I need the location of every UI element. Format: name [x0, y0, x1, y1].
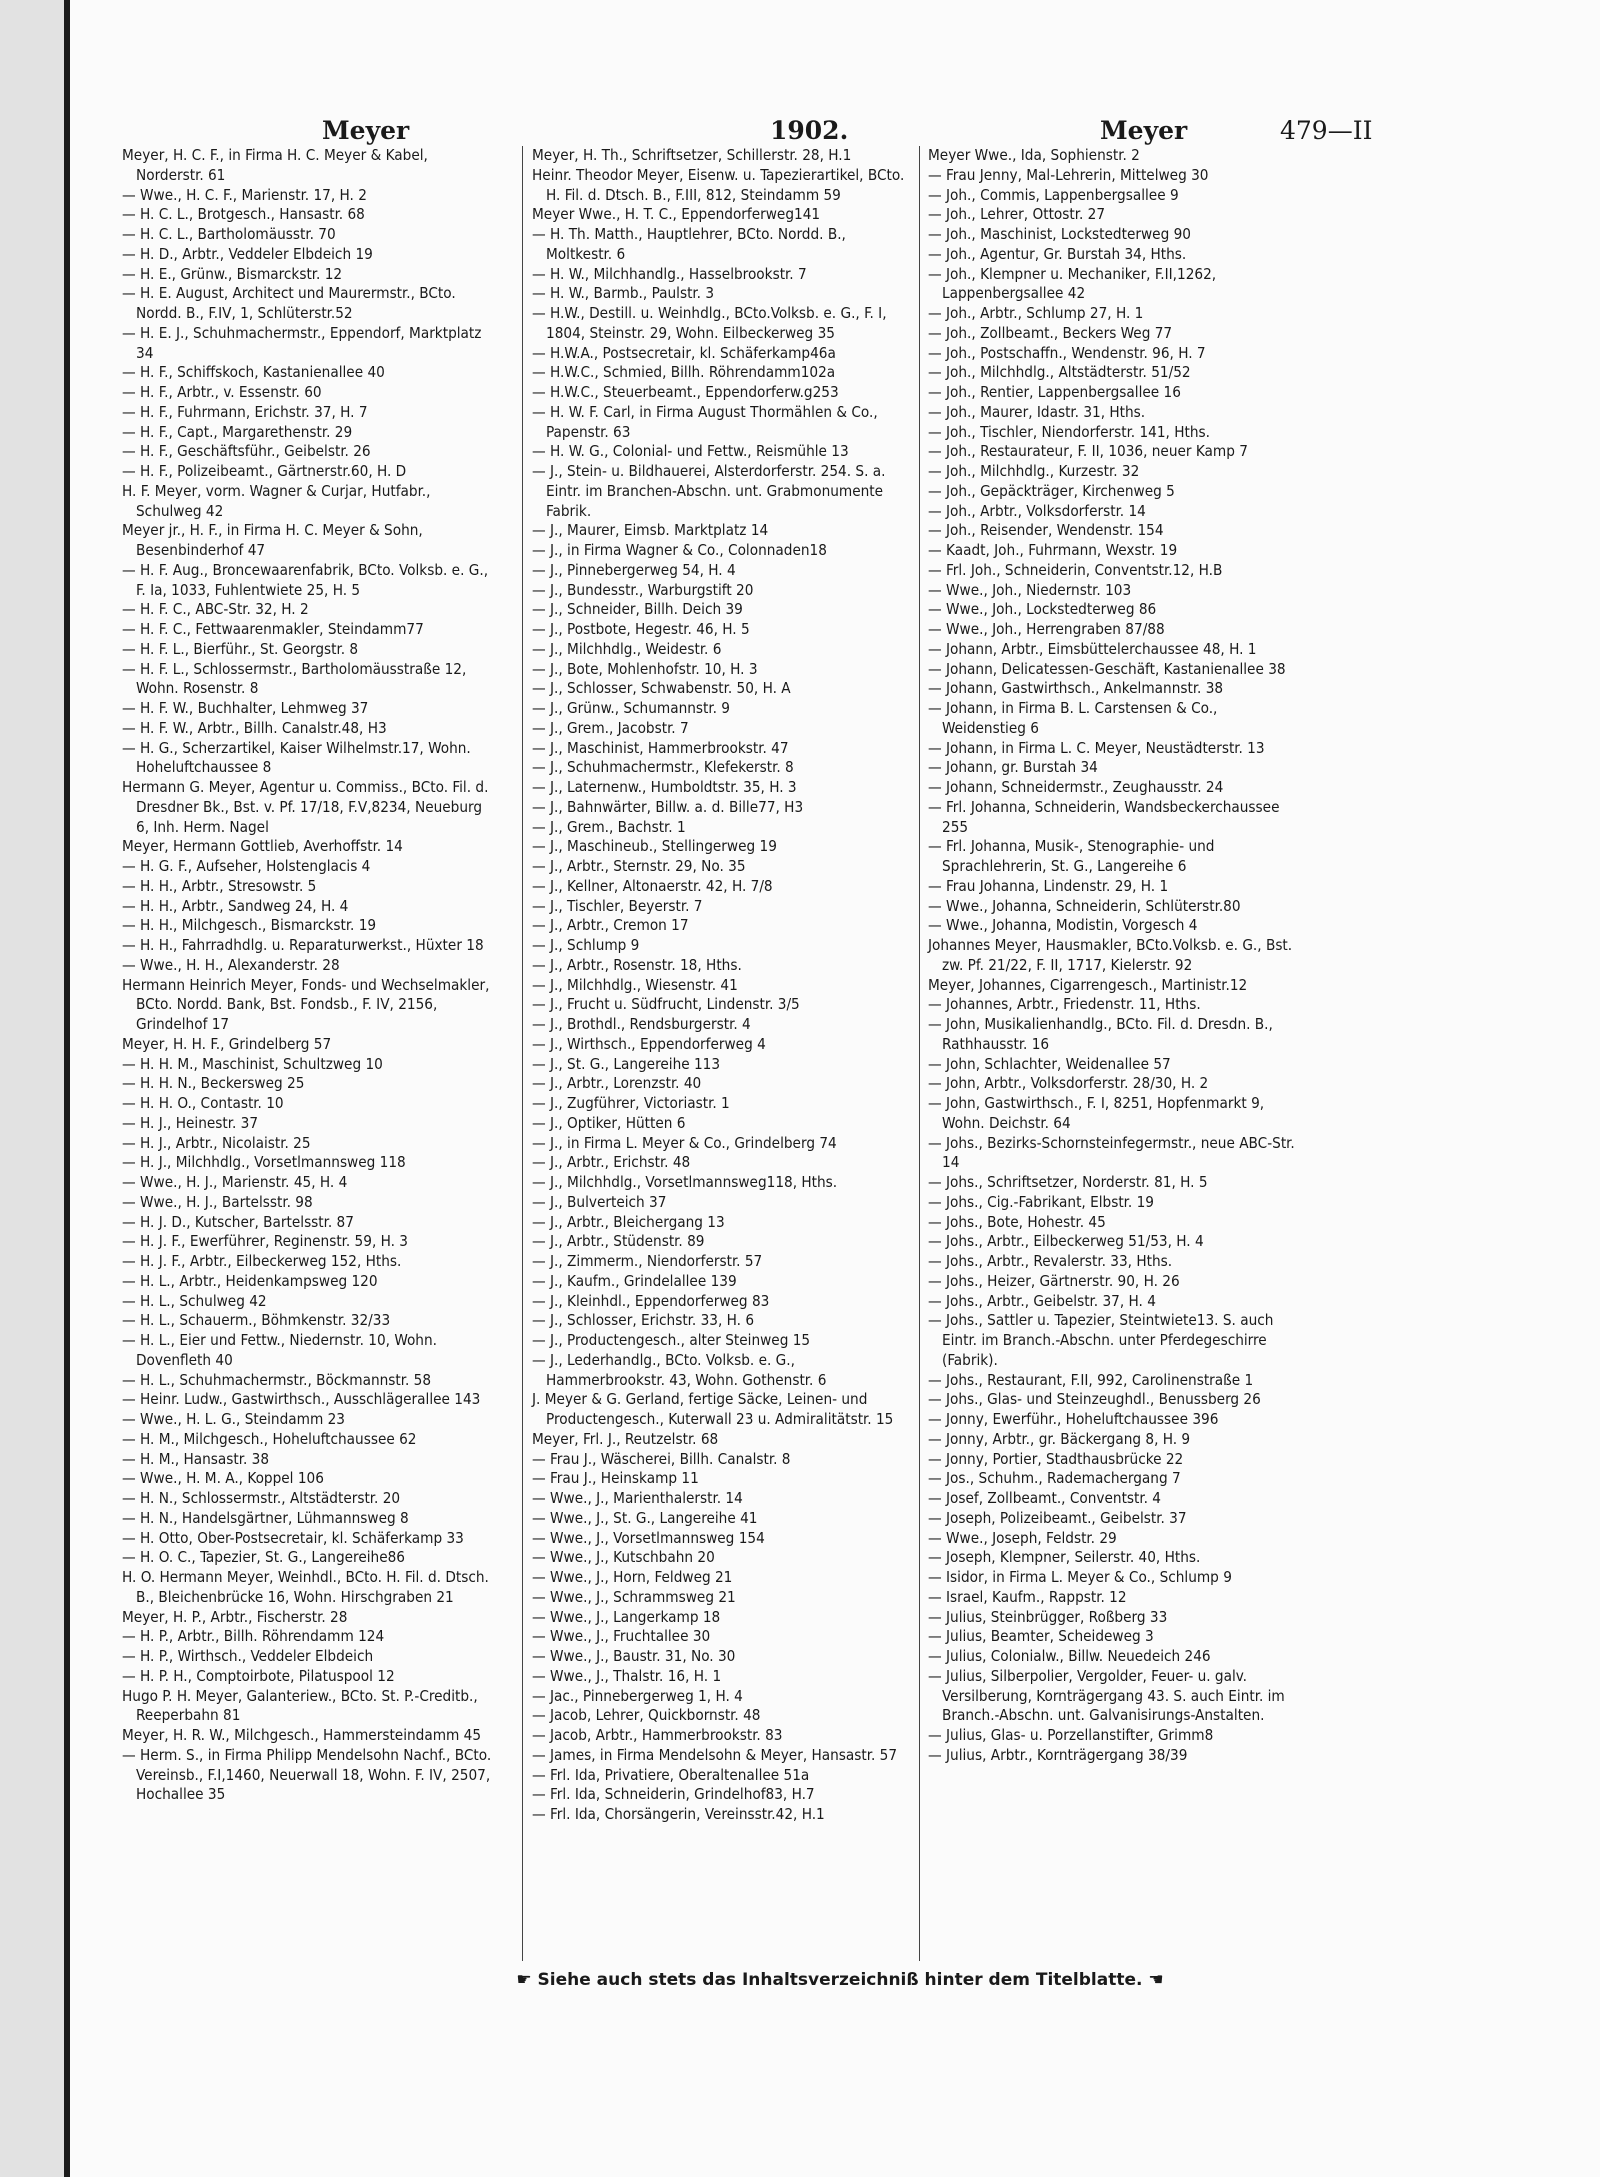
directory-entry: — Wwe., J., St. G., Langereihe 41 — [532, 1508, 758, 1527]
directory-entry: — Joseph, Klempner, Seilerstr. 40, Hths. — [928, 1548, 1201, 1567]
directory-entry: — J., Optiker, Hütten 6 — [532, 1113, 686, 1132]
directory-entry: — Joseph, Polizeibeamt., Geibelstr. 37 — [928, 1508, 1187, 1527]
directory-entry: — H. H., Fahrradhdlg. u. Reparaturwerkst., Hüxter 18 — [122, 936, 484, 954]
directory-entry: — H. W. G., Colonial- und Fettw., Reismühle 13 — [532, 442, 849, 461]
directory-entry: — Frl. Joh., Schneiderin, Conventstr.12, H.B — [928, 560, 1223, 579]
directory-entry: — Johs., Bezirks-Schornsteinfegermstr., neue ABC-Str. 14 — [928, 1133, 1295, 1172]
directory-entry: — J., Bundesstr., Warburgstift 20 — [532, 580, 754, 599]
directory-entry: — Wwe., J., Marienthalerstr. 14 — [532, 1489, 743, 1507]
directory-entry: — J., Maschineub., Stellingerweg 19 — [532, 837, 777, 856]
directory-entry: — H. P., Arbtr., Billh. Röhrendamm 124 — [122, 1627, 385, 1646]
directory-entry: — Wwe., Joh., Lockstedterweg 86 — [928, 600, 1157, 619]
directory-entry: — J., Schneider, Billh. Deich 39 — [532, 600, 743, 619]
directory-entry: — Johs., Arbtr., Geibelstr. 37, H. 4 — [928, 1291, 1156, 1310]
directory-entry: — Wwe., H. H., Alexanderstr. 28 — [122, 955, 340, 974]
directory-entry: — J., Milchhdlg., Weidestr. 6 — [532, 639, 722, 658]
directory-entry: — H. E. August, Architect und Maurermstr., BCto. Nordd. B., F.IV, 1, Schlüterstr.52 — [122, 284, 456, 322]
pointing-hand-left-icon: ☚ — [1148, 1970, 1164, 1990]
directory-entry: — Joh., Reisender, Wendenstr. 154 — [928, 521, 1164, 540]
directory-entry: — H. G. F., Aufseher, Holstenglacis 4 — [122, 857, 371, 875]
directory-entry: — Frl. Ida, Schneiderin, Grindelhof83, H.7 — [532, 1785, 815, 1804]
directory-entry: — H. H. N., Beckersweg 25 — [122, 1074, 305, 1093]
directory-entry: — H. W., Barmb., Paulstr. 3 — [532, 284, 715, 303]
directory-entry: — H. J., Heinestr. 37 — [122, 1113, 259, 1132]
directory-entry: — J., Kellner, Altonaerstr. 42, H. 7/8 — [532, 876, 773, 895]
directory-entry: — Johs., Restaurant, F.II, 992, Carolinenstraße 1 — [928, 1370, 1254, 1389]
directory-entry: — H. H. M., Maschinist, Schultzweg 10 — [122, 1054, 383, 1073]
directory-entry: — Frau J., Wäscherei, Billh. Canalstr. 8 — [532, 1449, 791, 1468]
directory-entry: — H. H. O., Contastr. 10 — [122, 1094, 284, 1112]
directory-entry: — Wwe., J., Thalstr. 16, H. 1 — [532, 1666, 722, 1685]
directory-entry: — Julius, Silberpolier, Vergolder, Feuer- u. galv. Versilberung, Kornträgergang 43. S. auch Eintr. im Branch.-Abschn. unt. Galvanisirungs-Anstalten. — [928, 1666, 1285, 1725]
directory-entry: — Joh., Zollbeamt., Beckers Weg 77 — [928, 323, 1173, 342]
directory-entry: — H. M., Hansastr. 38 — [122, 1449, 270, 1468]
directory-entry: — Jacob, Lehrer, Quickbornstr. 48 — [532, 1706, 761, 1725]
column-divider — [919, 146, 920, 1961]
directory-entry: — J., Brothdl., Rendsburgerstr. 4 — [532, 1015, 751, 1033]
directory-entry: — H. J., Arbtr., Nicolaistr. 25 — [122, 1133, 311, 1152]
directory-entry: — H. F., Fuhrmann, Erichstr. 37, H. 7 — [122, 402, 368, 421]
directory-entry: — H. C. L., Brotgesch., Hansastr. 68 — [122, 205, 365, 224]
directory-entry: — Frau J., Heinskamp 11 — [532, 1469, 699, 1488]
directory-entry: — Joh., Klempner u. Mechaniker, F.II,1262, Lappenbergsallee 42 — [928, 264, 1217, 303]
directory-entry: — Johann, Schneidermstr., Zeughausstr. 24 — [928, 778, 1224, 796]
directory-entry: — H. L., Arbtr., Heidenkampsweg 120 — [122, 1271, 378, 1290]
directory-entry: — J., Tischler, Beyerstr. 7 — [532, 896, 703, 915]
directory-entry: — J., Lederhandlg., BCto. Volksb. e. G., Hammerbrookstr. 43, Wohn. Gothenstr. 6 — [532, 1350, 827, 1389]
directory-entry: — Wwe., J., Horn, Feldweg 21 — [532, 1568, 733, 1586]
directory-entry: — John, Arbtr., Volksdorferstr. 28/30, H. 2 — [928, 1074, 1209, 1093]
directory-entry: — H. F. C., Fettwaarenmakler, Steindamm77 — [122, 620, 424, 638]
directory-entry: — H.W.C., Steuerbeamt., Eppendorferw.g253 — [532, 383, 839, 401]
directory-entry: — J., Stein- u. Bildhauerei, Alsterdorferstr. 254. S. a. Eintr. im Branchen-Abschn. unt. Grabmonumente Fabrik. — [532, 462, 886, 520]
directory-entry: — H. E. J., Schuhmachermstr., Eppendorf, Marktplatz 34 — [122, 323, 482, 362]
directory-entry: — J., Arbtr., Cremon 17 — [532, 916, 689, 935]
directory-entry: — H. F., Capt., Margarethenstr. 29 — [122, 422, 353, 441]
directory-entry: Meyer, H. C. F., in Firma H. C. Meyer & Kabel, Norderstr. 61 — [122, 146, 428, 184]
directory-entry: — H.W., Destill. u. Weinhdlg., BCto.Volksb. e. G., F. I, 1804, Steinstr. 29, Wohn. Eilbeckerweg 35 — [532, 304, 887, 342]
directory-entry: — Joh., Gepäckträger, Kirchenweg 5 — [928, 481, 1175, 500]
header-right-name: Meyer — [1100, 116, 1188, 145]
directory-entry: — J., Kleinhdl., Eppendorferweg 83 — [532, 1291, 770, 1310]
pointing-hand-right-icon: ☛ — [516, 1970, 532, 1990]
directory-entry: — Wwe., J., Baustr. 31, No. 30 — [532, 1647, 736, 1665]
directory-entry: — J., Maschinist, Hammerbrookstr. 47 — [532, 738, 789, 757]
directory-entry: — Herm. S., in Firma Philipp Mendelsohn Nachf., BCto. Vereinsb., F.I,1460, Neuerwall 18, Wohn. F. IV, 2507, Hochallee 35 — [122, 1745, 492, 1804]
directory-entry: Meyer, H. R. W., Milchgesch., Hammersteindamm 45 — [122, 1726, 482, 1744]
directory-entry: — Julius, Arbtr., Kornträgergang 38/39 — [928, 1745, 1188, 1764]
directory-entry: — John, Gastwirthsch., F. I, 8251, Hopfenmarkt 9, Wohn. Deichstr. 64 — [928, 1094, 1265, 1132]
directory-entry: — J., in Firma L. Meyer & Co., Grindelberg 74 — [532, 1133, 837, 1152]
directory-entry: — Johs., Arbtr., Revalerstr. 33, Hths. — [928, 1252, 1173, 1270]
directory-entry: — Johs., Schriftsetzer, Norderstr. 81, H. 5 — [928, 1173, 1208, 1191]
directory-entry: — Heinr. Ludw., Gastwirthsch., Ausschlägerallee 143 — [122, 1390, 481, 1409]
directory-entry: — J., Maurer, Eimsb. Marktplatz 14 — [532, 521, 769, 540]
directory-entry: — J., Schlosser, Erichstr. 33, H. 6 — [532, 1311, 755, 1330]
directory-entry: — Julius, Colonialw., Billw. Neuedeich 246 — [928, 1647, 1211, 1665]
directory-entry: — Joh., Milchhdlg., Altstädterstr. 51/52 — [928, 363, 1191, 382]
directory-entry: — J., Wirthsch., Eppendorferweg 4 — [532, 1034, 766, 1053]
directory-page — [70, 0, 1600, 2177]
directory-entry: — Johann, Delicatessen-Geschäft, Kastanienallee 38 — [928, 659, 1286, 678]
directory-entry: — H. F. Aug., Broncewaarenfabrik, BCto. Volksb. e. G., F. Ia, 1033, Fuhlentwiete 25, H. 5 — [122, 560, 489, 599]
directory-entry: — H. F. C., ABC-Str. 32, H. 2 — [122, 600, 309, 619]
directory-entry: — Julius, Beamter, Scheideweg 3 — [928, 1627, 1154, 1646]
directory-entry: — H. F., Polizeibeamt., Gärtnerstr.60, H. D — [122, 462, 407, 480]
directory-entry: — H. F. W., Arbtr., Billh. Canalstr.48, H3 — [122, 718, 387, 737]
directory-entry: — J., Bahnwärter, Billw. a. d. Bille77, H3 — [532, 797, 804, 816]
directory-entry: Meyer, H. Th., Schriftsetzer, Schillerstr. 28, H.1 — [532, 146, 852, 164]
directory-entry: Meyer Wwe., H. T. C., Eppendorferweg141 — [532, 205, 821, 224]
directory-entry: — J., Kaufm., Grindelallee 139 — [532, 1271, 737, 1290]
column-divider — [522, 146, 523, 1961]
directory-entry: — Jac., Pinnebergerweg 1, H. 4 — [532, 1686, 743, 1705]
directory-entry: — Wwe., Joh., Herrengraben 87/88 — [928, 620, 1165, 638]
directory-entry: — Frau Jenny, Mal-Lehrerin, Mittelweg 30 — [928, 165, 1209, 184]
directory-entry: Hermann Heinrich Meyer, Fonds- und Wechselmakler, BCto. Nordd. Bank, Bst. Fondsb., F. IV, 2156, Grindelhof 17 — [122, 975, 490, 1033]
directory-entry: — Wwe., Joh., Niedernstr. 103 — [928, 580, 1132, 599]
directory-entry: — J., Zimmerm., Niendorferstr. 57 — [532, 1252, 763, 1270]
header-left-name: Meyer — [322, 116, 410, 145]
directory-entry: — H. F. L., Schlossermstr., Bartholomäusstraße 12, Wohn. Rosenstr. 8 — [122, 659, 467, 698]
directory-entry: — J., Bote, Mohlenhofstr. 10, H. 3 — [532, 659, 758, 678]
directory-entry: Meyer, Johannes, Cigarrengesch., Martinistr.12 — [928, 975, 1248, 994]
directory-entry: — H. J., Milchhdlg., Vorsetlmannsweg 118 — [122, 1153, 406, 1172]
directory-entry: — J., Zugführer, Victoriastr. 1 — [532, 1094, 730, 1112]
directory-entry: — Jonny, Portier, Stadthausbrücke 22 — [928, 1449, 1184, 1468]
directory-entry: — Johann, Gastwirthsch., Ankelmannstr. 38 — [928, 679, 1224, 698]
directory-entry: — Johs., Cig.-Fabrikant, Elbstr. 19 — [928, 1192, 1154, 1211]
directory-entry: — J., Arbtr., Rosenstr. 18, Hths. — [532, 955, 742, 974]
directory-entry: — J., Arbtr., Stüdenstr. 89 — [532, 1232, 705, 1251]
directory-entry: — J., Pinnebergerweg 54, H. 4 — [532, 560, 736, 579]
directory-entry: — H. C. L., Bartholomäusstr. 70 — [122, 225, 336, 243]
directory-entry: — Wwe., H. M. A., Koppel 106 — [122, 1469, 324, 1488]
directory-entry: — H. F. W., Buchhalter, Lehmweg 37 — [122, 699, 369, 717]
directory-entry: — Joh., Restaurateur, F. II, 1036, neuer Kamp 7 — [928, 442, 1248, 461]
directory-entry: — Johann, in Firma L. C. Meyer, Neustädterstr. 13 — [928, 738, 1265, 757]
directory-entry: — J., Arbtr., Erichstr. 48 — [532, 1153, 691, 1172]
directory-entry: — H. W. F. Carl, in Firma August Thormählen & Co., Papenstr. 63 — [532, 402, 878, 441]
directory-entry: — Frl. Johanna, Schneiderin, Wandsbeckerchaussee 255 — [928, 797, 1280, 836]
directory-entry: — Johs., Arbtr., Eilbeckerweg 51/53, H. 4 — [928, 1232, 1204, 1251]
header-year: 1902. — [770, 116, 849, 145]
directory-entry: — Joh., Maurer, Idastr. 31, Hths. — [928, 402, 1146, 421]
directory-entry: — Wwe., H. J., Bartelsstr. 98 — [122, 1192, 313, 1211]
directory-entry: — J., Arbtr., Bleichergang 13 — [532, 1212, 725, 1231]
directory-entry: — H. G., Scherzartikel, Kaiser Wilhelmstr.17, Wohn. Hoheluftchaussee 8 — [122, 738, 471, 777]
directory-entry: — Frl. Ida, Privatiere, Oberaltenallee 51a — [532, 1765, 810, 1784]
directory-entry: — John, Musikalienhandlg., BCto. Fil. d. Dresdn. B., Rathhausstr. 16 — [928, 1015, 1273, 1053]
directory-entry: — H.W.C., Schmied, Billh. Röhrendamm102a — [532, 363, 836, 382]
footer-note — [400, 1970, 1280, 1990]
directory-entry: — J., Schlump 9 — [532, 936, 640, 954]
directory-entry: — Jacob, Arbtr., Hammerbrookstr. 83 — [532, 1726, 783, 1744]
directory-entry: Meyer, Frl. J., Reutzelstr. 68 — [532, 1429, 719, 1448]
directory-entry: H. F. Meyer, vorm. Wagner & Curjar, Hutfabr., Schulweg 42 — [122, 481, 431, 520]
directory-entry: — Julius, Glas- u. Porzellanstifter, Grimm8 — [928, 1726, 1214, 1744]
directory-entry: — J., Milchhdlg., Wiesenstr. 41 — [532, 975, 738, 994]
directory-entry: — Joh., Rentier, Lappenbergsallee 16 — [928, 383, 1181, 401]
directory-entry: — J., Arbtr., Lorenzstr. 40 — [532, 1074, 702, 1093]
directory-entry: — H. Th. Matth., Hauptlehrer, BCto. Nordd. B., Moltkestr. 6 — [532, 225, 846, 263]
directory-entry: — Joh., Commis, Lappenbergsallee 9 — [928, 185, 1179, 204]
directory-entry: — H. F. L., Bierführ., St. Georgstr. 8 — [122, 639, 359, 658]
footer-text: Siehe auch stets das Inhaltsverzeichniß hinter dem Titelblatte. — [537, 1970, 1143, 1990]
directory-entry: — H. L., Schauerm., Böhmkenstr. 32/33 — [122, 1311, 391, 1330]
directory-entry: — Johann, in Firma B. L. Carstensen & Co., Weidenstieg 6 — [928, 699, 1218, 737]
directory-entry: — H. M., Milchgesch., Hoheluftchaussee 62 — [122, 1429, 417, 1448]
page-number: 479—II — [1280, 116, 1373, 145]
directory-entry: — Johs., Heizer, Gärtnerstr. 90, H. 26 — [928, 1271, 1180, 1290]
directory-entry: — Jonny, Ewerführ., Hoheluftchaussee 396 — [928, 1410, 1219, 1428]
directory-entry: Heinr. Theodor Meyer, Eisenw. u. Tapezierartikel, BCto. H. Fil. d. Dtsch. B., F.III, 812, Steindamm 59 — [532, 165, 905, 204]
directory-entry: — J., Milchhdlg., Vorsetlmannsweg118, Hths. — [532, 1173, 838, 1191]
directory-entry: — Wwe., J., Kutschbahn 20 — [532, 1548, 715, 1567]
directory-entry: J. Meyer & G. Gerland, fertige Säcke, Leinen- und Productengesch., Kuterwall 23 u. Admiralitätstr. 15 — [532, 1390, 894, 1428]
directory-entry: — Wwe., Johanna, Schneiderin, Schlüterstr.80 — [928, 896, 1241, 915]
directory-entry: Meyer, H. P., Arbtr., Fischerstr. 28 — [122, 1607, 348, 1626]
directory-entry: — J., Laternenw., Humboldtstr. 35, H. 3 — [532, 778, 797, 796]
directory-entry: — J., Arbtr., Sternstr. 29, No. 35 — [532, 857, 746, 875]
directory-entry: Hugo P. H. Meyer, Galanteriew., BCto. St. P.-Creditb., Reeperbahn 81 — [122, 1686, 478, 1725]
directory-entry: — Josef, Zollbeamt., Conventstr. 4 — [928, 1489, 1161, 1507]
directory-entry: — Wwe., Johanna, Modistin, Vorgesch 4 — [928, 916, 1198, 935]
directory-entry: — Frau Johanna, Lindenstr. 29, H. 1 — [928, 876, 1169, 895]
directory-entry: — Jos., Schuhm., Rademachergang 7 — [928, 1469, 1181, 1488]
directory-entry: — H. J. F., Arbtr., Eilbeckerweg 152, Hths. — [122, 1252, 402, 1270]
directory-entry: H. O. Hermann Meyer, Weinhdl., BCto. H. Fil. d. Dtsch. B., Bleichenbrücke 16, Wohn. Hirschgraben 21 — [122, 1568, 489, 1606]
directory-entry: — Wwe., H. L. G., Steindamm 23 — [122, 1410, 345, 1428]
directory-entry: — J., Grem., Jacobstr. 7 — [532, 718, 689, 737]
directory-entry: — H. P., Wirthsch., Veddeler Elbdeich — [122, 1647, 374, 1665]
directory-entry: — H. D., Arbtr., Veddeler Elbdeich 19 — [122, 244, 373, 263]
directory-entry: — Wwe., H. J., Marienstr. 45, H. 4 — [122, 1173, 348, 1191]
directory-entry: — Israel, Kaufm., Rappstr. 12 — [928, 1587, 1127, 1606]
directory-entry: — Wwe., H. C. F., Marienstr. 17, H. 2 — [122, 185, 367, 204]
directory-entry: — J., Grünw., Schumannstr. 9 — [532, 699, 730, 717]
directory-entry: Meyer Wwe., Ida, Sophienstr. 2 — [928, 146, 1140, 164]
directory-entry: — Wwe., J., Langerkamp 18 — [532, 1607, 721, 1626]
column-1 — [122, 146, 497, 1805]
directory-entry: — Johannes, Arbtr., Friedenstr. 11, Hths. — [928, 995, 1201, 1014]
directory-entry: — Johann, gr. Burstah 34 — [928, 758, 1098, 777]
directory-entry: — Julius, Steinbrügger, Roßberg 33 — [928, 1607, 1168, 1626]
directory-entry: — Johs., Sattler u. Tapezier, Steintwiete13. S. auch Eintr. im Branch.-Abschn. unter Pferdegeschirre (Fabrik). — [928, 1311, 1274, 1369]
directory-entry: — J., Schlosser, Schwabenstr. 50, H. A — [532, 679, 791, 698]
directory-entry: Meyer, H. H. F., Grindelberg 57 — [122, 1034, 332, 1053]
directory-entry: — H. H., Arbtr., Sandweg 24, H. 4 — [122, 896, 349, 915]
directory-entry: — H. L., Schuhmachermstr., Böckmannstr. 58 — [122, 1370, 432, 1389]
directory-entry: — H. F., Schiffskoch, Kastanienallee 40 — [122, 363, 385, 382]
directory-entry: — H.W.A., Postsecretair, kl. Schäferkamp46a — [532, 343, 836, 362]
directory-entry: — Johs., Glas- und Steinzeughdl., Benussberg 26 — [928, 1390, 1261, 1409]
directory-entry: — Joh., Maschinist, Lockstedterweg 90 — [928, 225, 1191, 243]
directory-entry: — J., St. G., Langereihe 113 — [532, 1054, 721, 1073]
directory-entry: — H. N., Handelsgärtner, Lühmannsweg 8 — [122, 1508, 409, 1527]
directory-entry: — H. Otto, Ober-Postsecretair, kl. Schäferkamp 33 — [122, 1528, 464, 1547]
directory-entry: — Kaadt, Joh., Fuhrmann, Wexstr. 19 — [928, 541, 1178, 559]
directory-entry: Hermann G. Meyer, Agentur u. Commiss., BCto. Fil. d. Dresdner Bk., Bst. v. Pf. 17/18, F.V,8234, Neueburg 6, Inh. Herm. Nagel — [122, 778, 489, 836]
directory-entry: — H. H., Arbtr., Stresowstr. 5 — [122, 876, 317, 895]
directory-entry: — Frl. Ida, Chorsängerin, Vereinsstr.42, H.1 — [532, 1805, 825, 1823]
directory-entry: — H. E., Grünw., Bismarckstr. 12 — [122, 264, 343, 283]
directory-entry: — H. F., Arbtr., v. Essenstr. 60 — [122, 383, 322, 401]
directory-entry: — Joh., Postschaffn., Wendenstr. 96, H. 7 — [928, 343, 1206, 362]
directory-entry: Meyer jr., H. F., in Firma H. C. Meyer & Sohn, Besenbinderhof 47 — [122, 521, 423, 559]
directory-entry: — Joh., Agentur, Gr. Burstah 34, Hths. — [928, 244, 1187, 263]
directory-entry: — H. J. D., Kutscher, Bartelsstr. 87 — [122, 1212, 354, 1231]
directory-entry: — H. P. H., Comptoirbote, Pilatuspool 12 — [122, 1666, 395, 1685]
directory-entry: — H. N., Schlossermstr., Altstädterstr. 20 — [122, 1489, 401, 1507]
book-spine-shadow — [0, 0, 64, 2177]
directory-entry: — Joh., Arbtr., Schlump 27, H. 1 — [928, 304, 1144, 322]
directory-entry: — H. L., Schulweg 42 — [122, 1291, 267, 1310]
directory-entry: — J., Productengesch., alter Steinweg 15 — [532, 1331, 811, 1349]
directory-entry: — Isidor, in Firma L. Meyer & Co., Schlump 9 — [928, 1568, 1232, 1586]
directory-entry: — Joh., Arbtr., Volksdorferstr. 14 — [928, 501, 1146, 520]
running-header — [70, 116, 1600, 150]
directory-entry: — H. W., Milchhandlg., Hasselbrookstr. 7 — [532, 264, 807, 283]
directory-entry: — J., Schuhmachermstr., Klefekerstr. 8 — [532, 758, 794, 777]
directory-entry: — Johs., Bote, Hohestr. 45 — [928, 1212, 1106, 1231]
directory-entry: — J., Frucht u. Südfrucht, Lindenstr. 3/5 — [532, 995, 800, 1014]
directory-entry: — H. L., Eier und Fettw., Niedernstr. 10, Wohn. Dovenfleth 40 — [122, 1331, 437, 1369]
column-3 — [928, 146, 1303, 1766]
directory-entry: — J., in Firma Wagner & Co., Colonnaden18 — [532, 541, 827, 559]
directory-entry: — Jonny, Arbtr., gr. Bäckergang 8, H. 9 — [928, 1429, 1191, 1448]
directory-entry: — Joh., Lehrer, Ottostr. 27 — [928, 205, 1106, 224]
directory-entry: — H. O. C., Tapezier, St. G., Langereihe86 — [122, 1548, 405, 1567]
directory-entry: — J., Bulverteich 37 — [532, 1192, 667, 1211]
column-2 — [532, 146, 907, 1825]
directory-entry: — James, in Firma Mendelsohn & Meyer, Hansastr. 57 — [532, 1745, 898, 1764]
directory-entry: — John, Schlachter, Weidenallee 57 — [928, 1054, 1171, 1073]
directory-entry: — Wwe., Joseph, Feldstr. 29 — [928, 1528, 1117, 1547]
directory-entry: — Johann, Arbtr., Eimsbüttelerchaussee 48, H. 1 — [928, 639, 1257, 658]
directory-entry: — Wwe., J., Schrammsweg 21 — [532, 1587, 736, 1606]
directory-entry: Meyer, Hermann Gottlieb, Averhoffstr. 14 — [122, 837, 403, 856]
directory-entry: — Wwe., J., Fruchtallee 30 — [532, 1627, 711, 1646]
directory-entry: — J., Grem., Bachstr. 1 — [532, 817, 686, 836]
directory-entry: — H. F., Geschäftsführ., Geibelstr. 26 — [122, 442, 371, 461]
directory-entry: Johannes Meyer, Hausmakler, BCto.Volksb. e. G., Bst. zw. Pf. 21/22, F. II, 1717, Kielerstr. 92 — [928, 936, 1293, 974]
directory-entry: — J., Postbote, Hegestr. 46, H. 5 — [532, 620, 750, 638]
directory-entry: — H. J. F., Ewerführer, Reginenstr. 59, H. 3 — [122, 1232, 408, 1251]
directory-entry: — Joh., Tischler, Niendorferstr. 141, Hths. — [928, 422, 1210, 441]
directory-entry: — H. H., Milchgesch., Bismarckstr. 19 — [122, 916, 377, 935]
directory-entry: — Wwe., J., Vorsetlmannsweg 154 — [532, 1528, 765, 1547]
directory-entry: — Joh., Milchhdlg., Kurzestr. 32 — [928, 462, 1140, 480]
directory-entry: — Frl. Johanna, Musik-, Stenographie- und Sprachlehrerin, St. G., Langereihe 6 — [928, 837, 1215, 875]
